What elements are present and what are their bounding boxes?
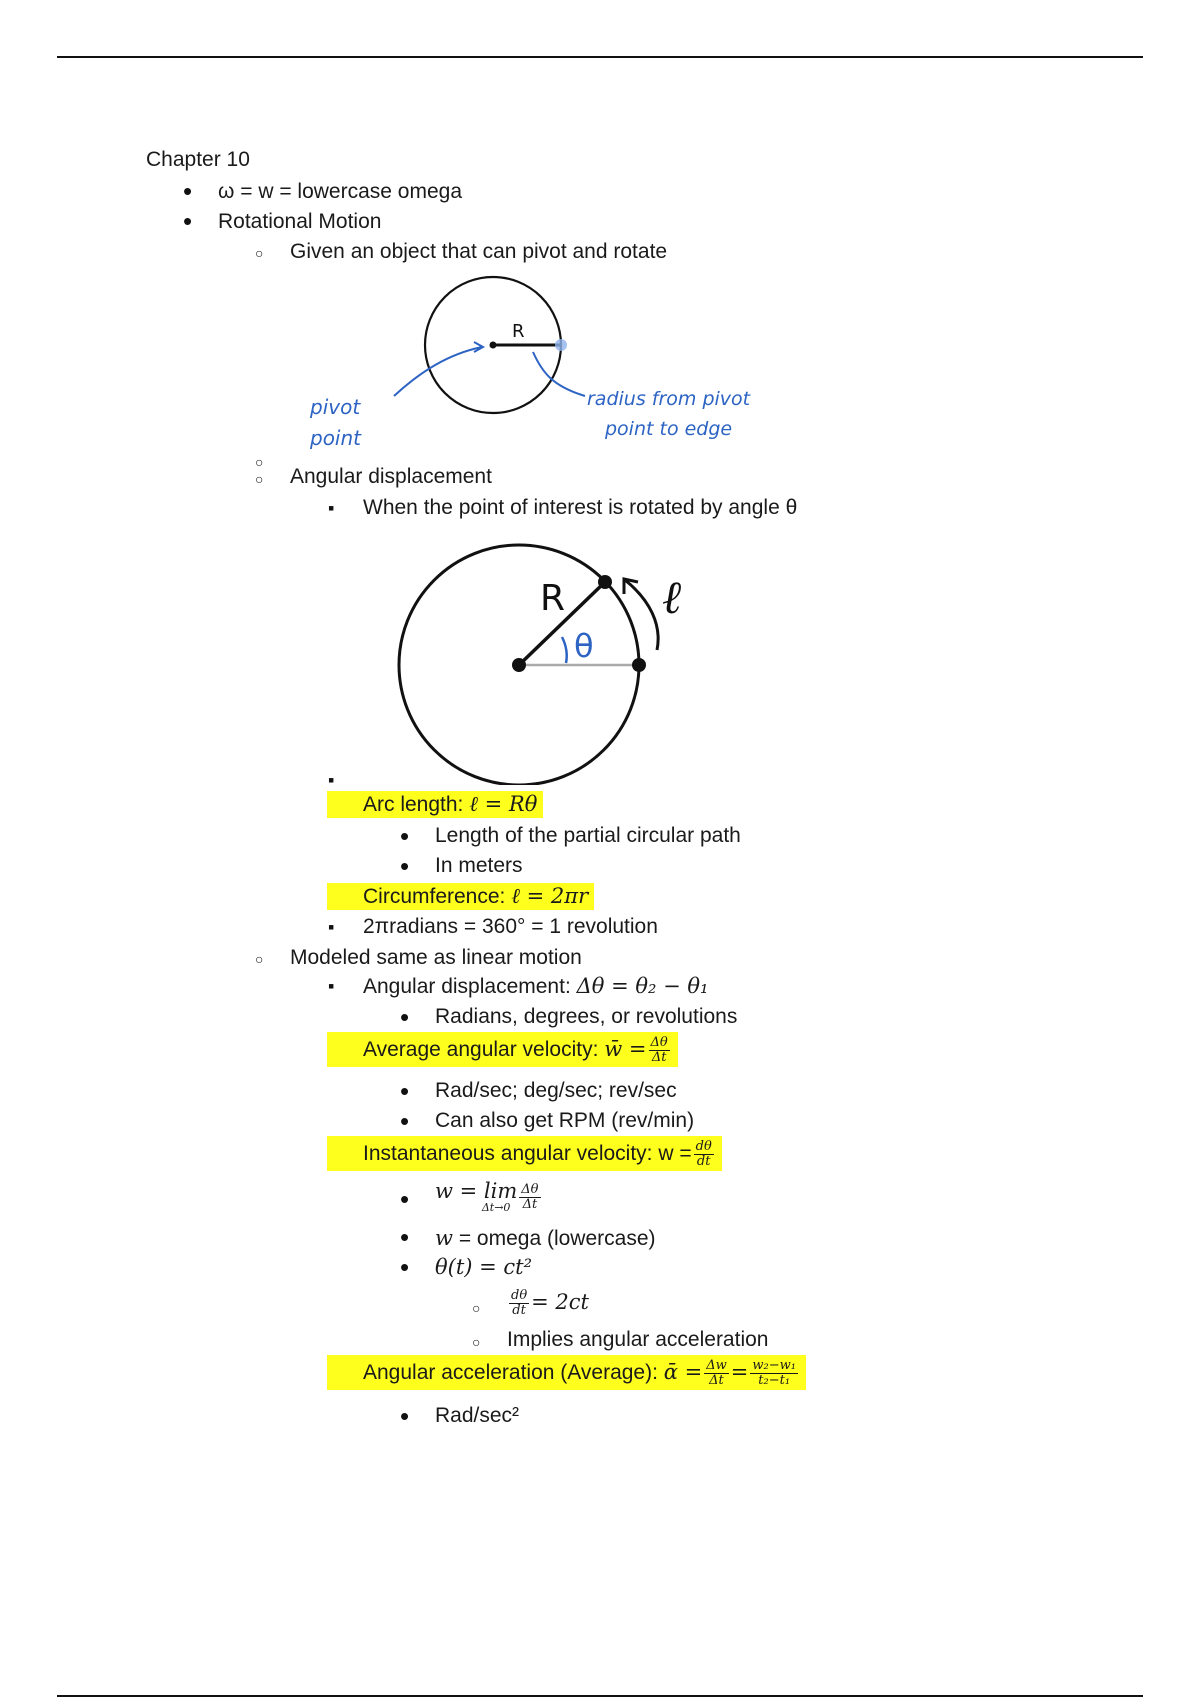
circumference-equation: ℓ = 2πr <box>511 884 589 908</box>
radius-label: R <box>540 578 566 619</box>
bullet-icon <box>400 1253 409 1284</box>
circle-bullet-icon <box>472 1293 480 1322</box>
angular-acceleration-line <box>363 1358 806 1388</box>
instantaneous-velocity-fraction <box>694 1140 714 1169</box>
fraction-numerator: dθ <box>511 1287 528 1303</box>
acceleration-fraction-1 <box>704 1359 729 1388</box>
list-item: Radians, degrees, or revolutions <box>435 1005 738 1028</box>
list-item: ω = w = lowercase omega <box>218 180 463 203</box>
bottom-rule <box>57 1695 1143 1697</box>
edge-dot <box>555 339 567 351</box>
chapter-heading: Chapter 10 <box>146 148 250 171</box>
derivative-rhs: = 2ct <box>531 1290 589 1314</box>
radius-label: R <box>512 321 525 342</box>
bullet-icon <box>400 852 409 883</box>
list-item: Can also get RPM (rev/min) <box>435 1109 695 1132</box>
angle-arc <box>562 637 567 663</box>
arc-length-label: Arc length: <box>363 793 470 816</box>
list-item: Rad/sec² <box>435 1404 520 1427</box>
list-item: Angular displacement <box>290 465 492 488</box>
fraction-numerator: dθ <box>695 1139 712 1154</box>
bullet-icon <box>183 177 192 208</box>
circle-bullet-icon <box>472 1327 480 1356</box>
angular-acceleration-lhs: ᾱ = <box>663 1360 703 1384</box>
circumference-label: Circumference: <box>363 885 512 908</box>
average-velocity-lhs: w̄ = <box>604 1037 647 1061</box>
pivot-label-line1: pivot <box>310 395 361 419</box>
limit-lhs: w = lim <box>435 1179 518 1203</box>
bullet-icon <box>400 1107 409 1138</box>
bullet-icon <box>400 1402 409 1433</box>
angular-displacement-label: Angular displacement: <box>363 975 577 998</box>
theta-function-line: θ(t) = ct² <box>435 1255 533 1279</box>
square-bullet-icon <box>328 494 334 522</box>
arc-label: ℓ <box>662 570 682 624</box>
bullet-icon <box>183 207 192 238</box>
center-dot <box>512 658 526 672</box>
limit-fraction <box>519 1183 540 1212</box>
fraction-denominator: dt <box>512 1302 526 1318</box>
pivot-label-line2: point <box>310 426 362 450</box>
bullet-icon <box>400 1223 409 1254</box>
arc-length-diagram <box>380 535 720 785</box>
angular-acceleration-label: Angular acceleration (Average): <box>363 1361 664 1384</box>
derivative-line <box>507 1288 589 1318</box>
arc-length-line <box>363 790 543 819</box>
average-velocity-label: Average angular velocity: <box>363 1038 605 1061</box>
end-point-dot <box>598 575 612 589</box>
equals-sign: = <box>730 1360 749 1384</box>
limit-equation-line <box>435 1180 543 1214</box>
instantaneous-velocity-line <box>363 1140 722 1169</box>
list-item: When the point of interest is rotated by angle θ <box>363 496 798 519</box>
list-item: Rotational Motion <box>218 210 382 233</box>
fraction-numerator: Δθ <box>650 1034 668 1050</box>
radius-label-line1: radius from pivot <box>587 388 751 410</box>
omega-symbol: w <box>435 1226 453 1250</box>
square-bullet-icon <box>328 913 334 941</box>
average-velocity-fraction <box>649 1036 670 1065</box>
square-bullet-icon <box>328 972 334 1000</box>
start-point-dot <box>632 658 646 672</box>
top-rule <box>57 56 1143 58</box>
square-bullet-icon <box>328 766 334 794</box>
omega-note-text: = omega (lowercase) <box>452 1227 656 1250</box>
pivot-diagram <box>290 262 810 462</box>
circumference-line <box>363 882 594 911</box>
circle-bullet-icon <box>255 944 263 973</box>
bullet-icon <box>400 1077 409 1108</box>
list-item: Given an object that can pivot and rotate <box>290 240 668 263</box>
derivative-fraction <box>509 1289 529 1318</box>
pivot-arrow <box>394 347 482 396</box>
list-item: Implies angular acceleration <box>507 1328 769 1351</box>
angular-displacement-line <box>363 972 708 1001</box>
list-item: 2πradians = 360° = 1 revolution <box>363 915 658 938</box>
angular-displacement-equation: Δθ = θ₂ − θ₁ <box>576 974 709 998</box>
fraction-numerator: w₂−w₁ <box>752 1357 796 1373</box>
list-item: Modeled same as linear motion <box>290 946 582 969</box>
circle-bullet-icon <box>255 464 263 493</box>
arc-arrow <box>625 580 658 650</box>
circle-bullet-icon <box>255 238 263 267</box>
list-item: Length of the partial circular path <box>435 824 741 847</box>
bullet-icon <box>400 1003 409 1034</box>
bullet-icon <box>400 822 409 853</box>
list-item: In meters <box>435 854 523 877</box>
fraction-numerator: Δθ <box>521 1181 539 1197</box>
instantaneous-velocity-label: Instantaneous angular velocity: w = <box>363 1142 692 1166</box>
fraction-denominator: Δt <box>651 1049 667 1065</box>
limit-subscript: Δt→0 <box>481 1201 511 1214</box>
theta-label: θ <box>574 627 594 665</box>
pivot-dot <box>490 342 497 349</box>
fraction-denominator: dt <box>696 1154 711 1169</box>
list-item: Rad/sec; deg/sec; rev/sec <box>435 1079 677 1102</box>
fraction-numerator: Δw <box>706 1357 727 1373</box>
bullet-icon <box>400 1185 409 1216</box>
radius-label-line2: point to edge <box>605 418 733 440</box>
fraction-denominator: t₂−t₁ <box>758 1372 791 1388</box>
average-velocity-line <box>363 1035 678 1065</box>
acceleration-fraction-2 <box>750 1359 798 1388</box>
arc-length-equation: ℓ = Rθ <box>469 792 538 816</box>
fraction-denominator: Δt <box>522 1196 538 1212</box>
omega-note-line <box>435 1224 656 1253</box>
fraction-denominator: Δt <box>709 1372 724 1388</box>
